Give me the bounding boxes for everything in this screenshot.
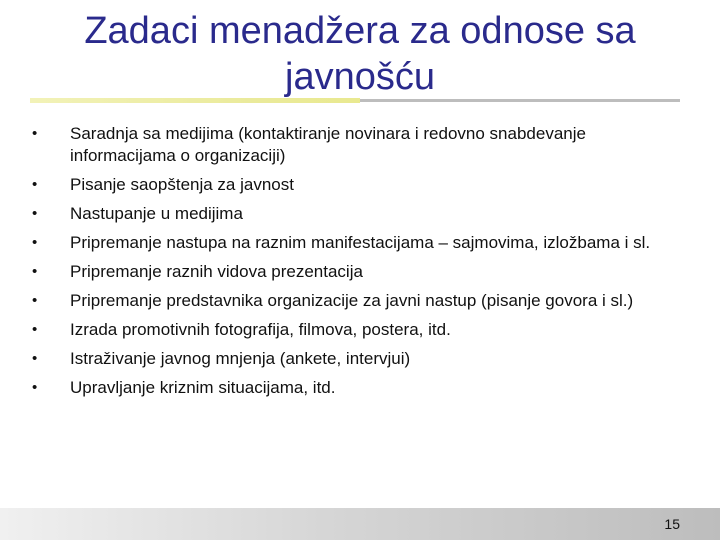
bullet-icon: • [32, 205, 38, 222]
bullet-icon: • [32, 125, 38, 142]
list-item [30, 232, 680, 254]
bullet-text: Izrada promotivnih fotografija, filmova, postera, itd. [70, 320, 451, 339]
title-divider-rule [360, 99, 680, 102]
bullet-text: Nastupanje u medijima [70, 204, 243, 223]
footer-bar [0, 508, 720, 540]
bullet-text: Pripremanje raznih vidova prezentacija [70, 262, 363, 281]
bullet-list [30, 123, 680, 406]
bullet-icon: • [32, 321, 38, 338]
list-item [30, 348, 680, 370]
bullet-icon: • [32, 263, 38, 280]
list-item [30, 261, 680, 283]
bullet-text: Saradnja sa medijima (kontaktiranje novinara i redovno snabdevanje informacijama o organizaciji) [70, 124, 586, 165]
list-item [30, 377, 680, 399]
bullet-icon: • [32, 176, 38, 193]
list-item [30, 203, 680, 225]
bullet-icon: • [32, 292, 38, 309]
list-item [30, 290, 680, 312]
bullet-text: Pripremanje predstavnika organizacije za javni nastup (pisanje govora i sl.) [70, 291, 634, 310]
list-item [30, 123, 680, 167]
bullet-icon: • [32, 350, 38, 367]
bullet-text: Istraživanje javnog mnjenja (ankete, intervjui) [70, 349, 411, 368]
bullet-icon: • [32, 234, 38, 251]
title-accent-rule [30, 98, 360, 103]
list-item [30, 174, 680, 196]
bullet-text: Pisanje saopštenja za javnost [70, 175, 294, 194]
bullet-text: Pripremanje nastupa na raznim manifestacijama – sajmovima, izložbama i sl. [70, 233, 651, 252]
slide-title: Zadaci menadžera za odnose sa javnošću [84, 10, 636, 98]
bullet-text: Upravljanje kriznim situacijama, itd. [70, 378, 336, 397]
list-item [30, 319, 680, 341]
bullet-icon: • [32, 379, 38, 396]
page-number: 15 [664, 516, 680, 532]
